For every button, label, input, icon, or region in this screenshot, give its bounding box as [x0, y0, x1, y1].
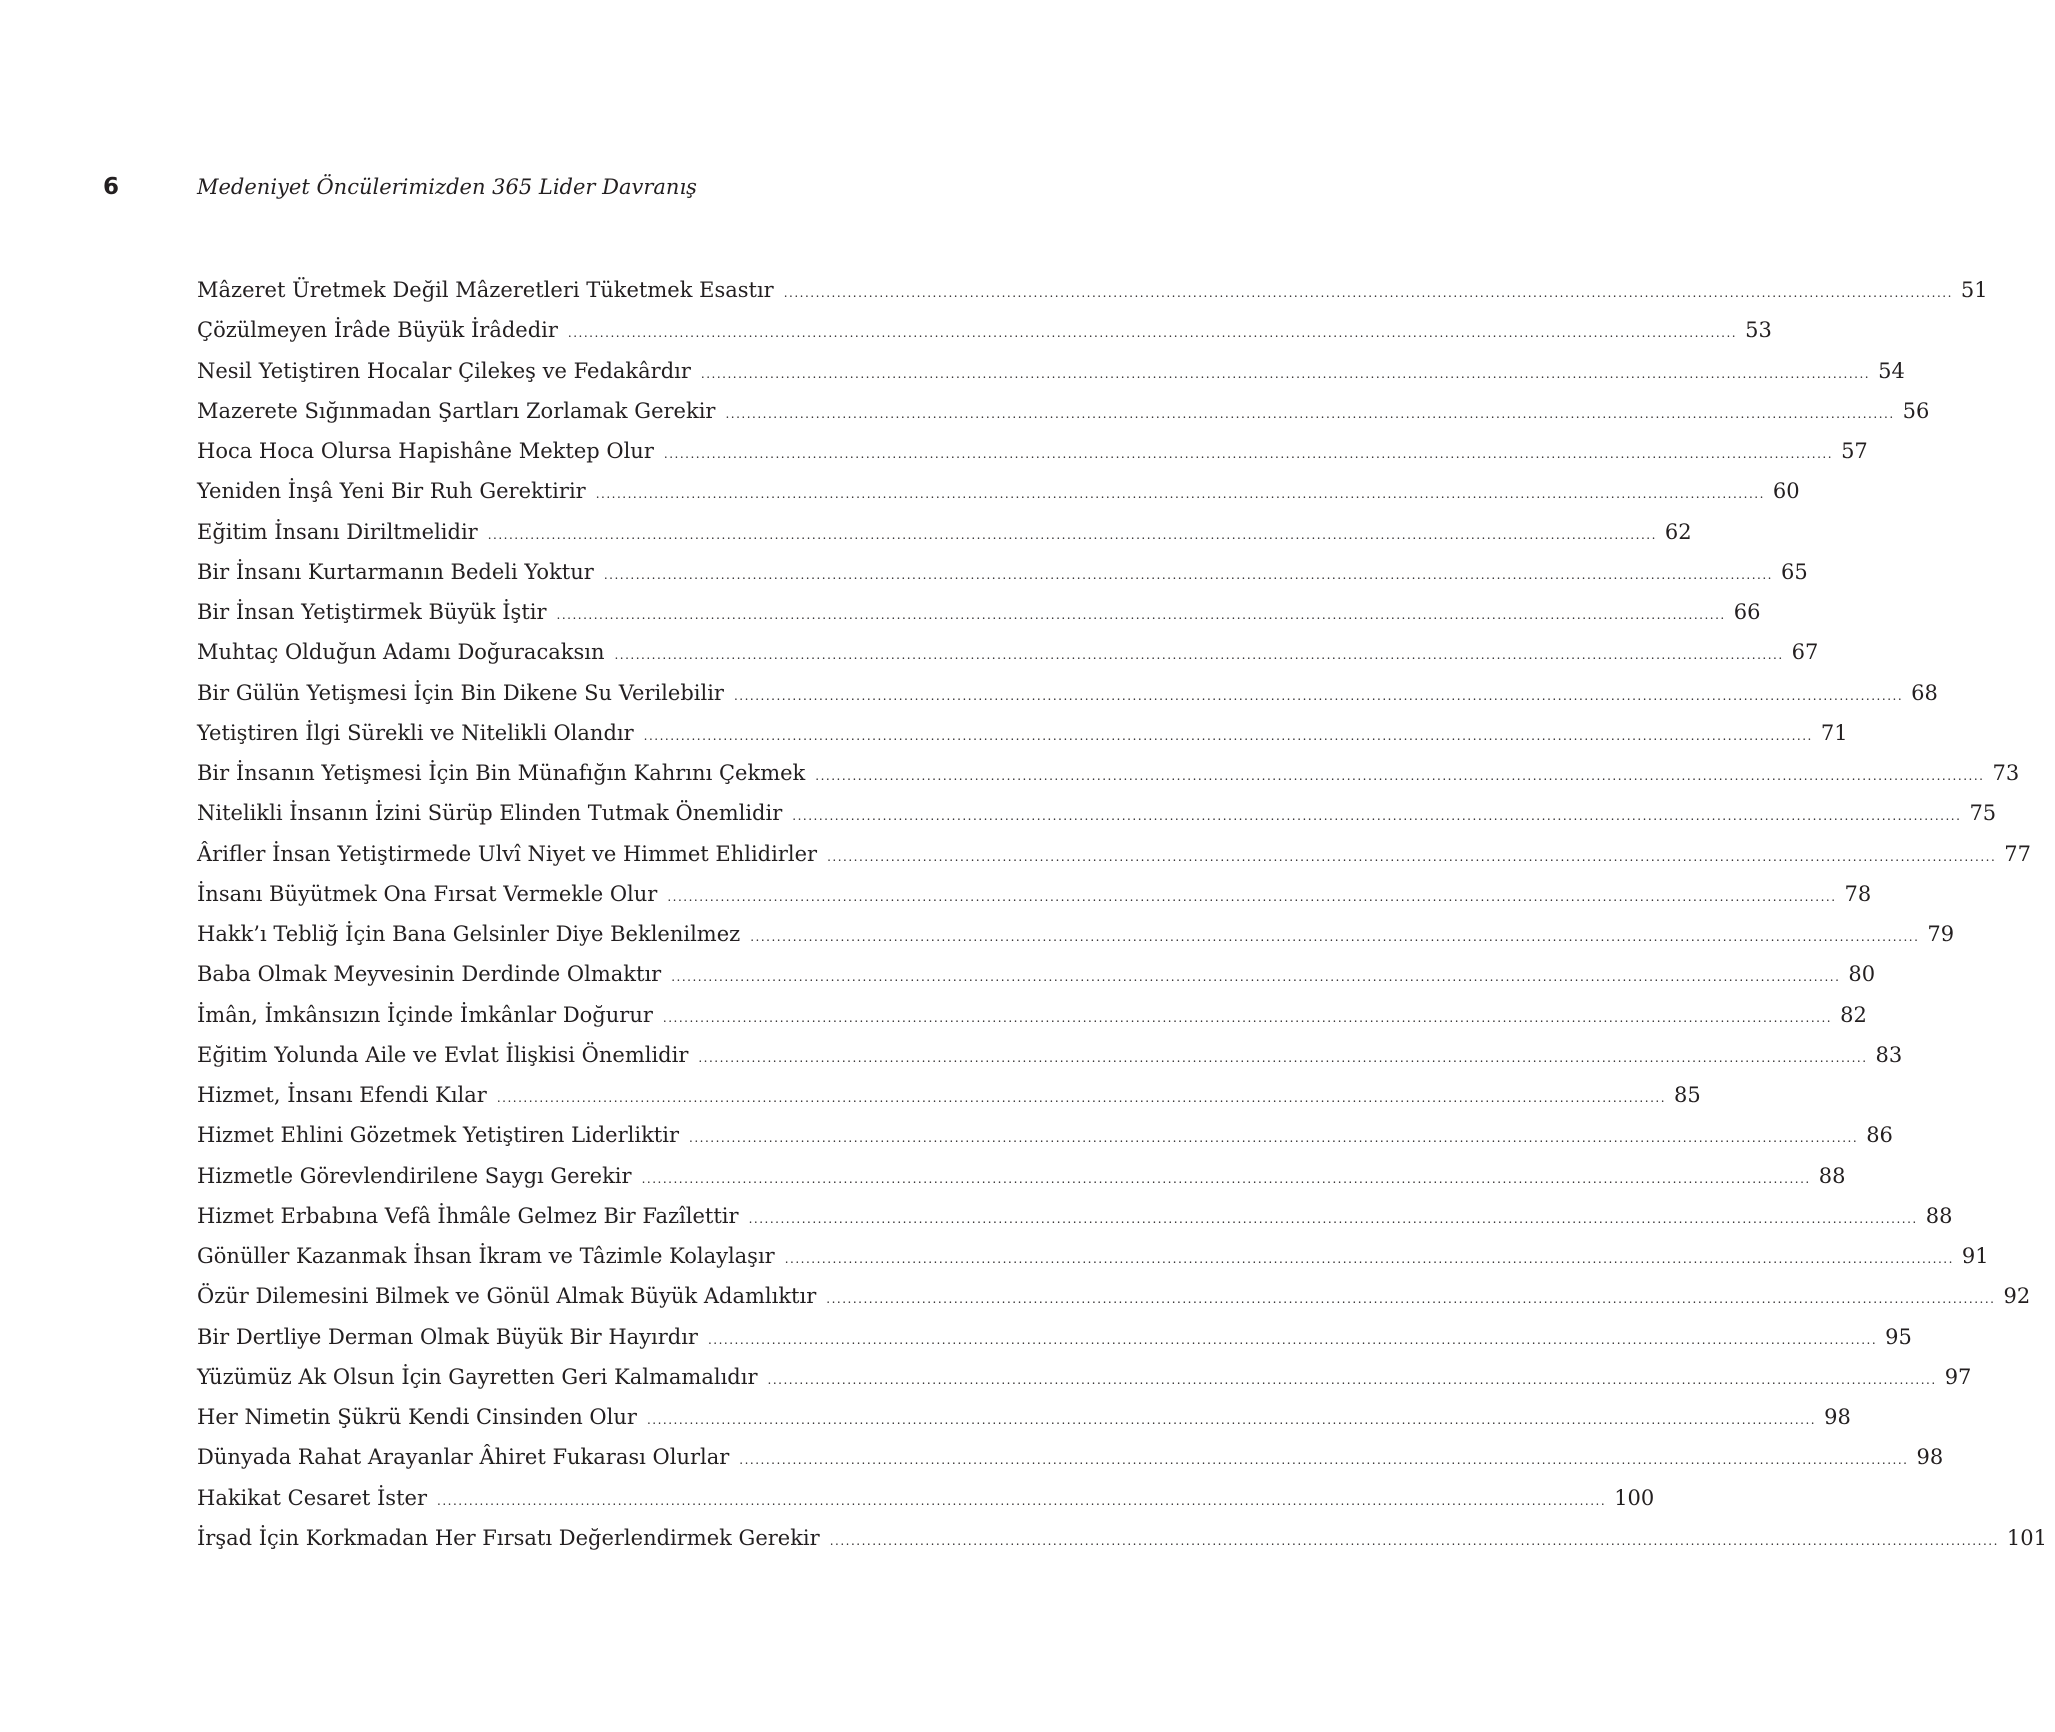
toc-entry[interactable]: [197, 995, 1867, 1035]
dot-leader: ............................................................................................................................................................................................................................: [614, 648, 1784, 663]
toc-entry-title: Hoca Hoca Olursa Hapishâne Mektep Olur: [197, 439, 654, 463]
toc-entry-title: İnsanı Büyütmek Ona Fırsat Vermekle Olur: [197, 881, 658, 906]
dot-leader: ............................................................................................................................................................................................................................: [733, 688, 1904, 703]
toc-entry-page-number: 57: [1841, 439, 1868, 463]
toc-entry-title: Bir Gülün Yetişmesi İçin Bin Dikene Su Verilebilir: [197, 680, 724, 705]
toc-entry-page-number: 67: [1791, 640, 1819, 665]
dot-leader: ............................................................................................................................................................................................................................: [689, 1131, 1859, 1146]
dot-leader: ............................................................................................................................................................................................................................: [643, 728, 1813, 743]
toc-entry-title: Muhtaç Olduğun Adamı Doğuracaksın: [197, 640, 605, 665]
toc-entry-title: Yeniden İnşâ Yeni Bir Ruh Gerektirir: [197, 479, 586, 504]
dot-leader: ............................................................................................................................................................................................................................: [556, 608, 1726, 622]
dot-leader: ............................................................................................................................................................................................................................: [595, 487, 1765, 502]
toc-entry-page-number: 83: [1875, 1042, 1903, 1067]
toc-entry-page-number: 91: [1961, 1244, 1989, 1268]
toc-entry-page-number: 66: [1733, 600, 1761, 624]
page-number: 6: [103, 174, 120, 200]
toc-entry-page-number: 98: [1916, 1445, 1944, 1470]
dot-leader: ............................................................................................................................................................................................................................: [646, 1413, 1817, 1427]
toc-entry-title: Hizmet, İnsanı Efendi Kılar: [197, 1083, 487, 1107]
running-head: [0, 172, 1221, 212]
toc-entry-page-number: 92: [2003, 1284, 2031, 1309]
dot-leader: ............................................................................................................................................................................................................................: [725, 406, 1895, 421]
toc-entry-title: Çözülmeyen İrâde Büyük İrâdedir: [197, 318, 558, 343]
dot-leader: ............................................................................................................................................................................................................................: [784, 1252, 1954, 1266]
toc-entry-page-number: 97: [1944, 1364, 1972, 1389]
dot-leader: ............................................................................................................................................................................................................................: [700, 366, 1871, 381]
toc-entry-page-number: 95: [1885, 1324, 1912, 1349]
toc-entry-title: Hizmet Ehlini Gözetmek Yetiştiren Liderliktir: [197, 1123, 679, 1148]
dot-leader: ............................................................................................................................................................................................................................: [567, 326, 1738, 341]
toc-entry[interactable]: [197, 1196, 1953, 1236]
toc-entry[interactable]: [197, 1437, 1944, 1477]
toc-entry[interactable]: [197, 914, 1955, 954]
dot-leader: ............................................................................................................................................................................................................................: [826, 1292, 1996, 1307]
toc-entry-title: Her Nimetin Şükrü Kendi Cinsinden Olur: [197, 1405, 637, 1429]
toc-entry[interactable]: [197, 1276, 2031, 1316]
toc-entry[interactable]: [197, 834, 2031, 874]
toc-entry-page-number: 56: [1902, 398, 1930, 423]
toc-entry-page-number: 101: [2006, 1525, 2047, 1550]
toc-entry-title: Nitelikli İnsanın İzini Sürüp Elinden Tutmak Önemlidir: [197, 801, 783, 826]
toc-entry-page-number: 60: [1772, 479, 1800, 504]
toc-entry-title: Bir İnsan Yetiştirmek Büyük İştir: [197, 600, 547, 624]
toc-entry-page-number: 80: [1848, 962, 1876, 987]
dot-leader: ............................................................................................................................................................................................................................: [487, 527, 1657, 542]
toc-entry[interactable]: [197, 1478, 1655, 1518]
dot-leader: ............................................................................................................................................................................................................................: [750, 930, 1920, 944]
toc-entry-title: Hakk’ı Tebliğ İçin Bana Gelsinler Diye Beklenilmez: [197, 922, 741, 946]
toc-entry-page-number: 86: [1866, 1123, 1893, 1148]
toc-entry-title: İmân, İmkânsızın İçinde İmkânlar Doğurur: [197, 1002, 653, 1027]
toc-entry-page-number: 82: [1840, 1002, 1867, 1027]
dot-leader: ............................................................................................................................................................................................................................: [748, 1211, 1918, 1226]
dot-leader: ............................................................................................................................................................................................................................: [829, 1533, 1999, 1548]
toc-entry[interactable]: [197, 673, 1938, 713]
dot-leader: ............................................................................................................................................................................................................................: [662, 1010, 1833, 1025]
toc-entry[interactable]: [197, 1236, 1989, 1276]
toc-entry[interactable]: [197, 1357, 1972, 1397]
dot-leader: ............................................................................................................................................................................................................................: [671, 970, 1841, 985]
toc-entry[interactable]: [197, 874, 1872, 914]
dot-leader: ............................................................................................................................................................................................................................: [496, 1091, 1667, 1105]
dot-leader: ............................................................................................................................................................................................................................: [663, 447, 1834, 461]
toc-entry-page-number: 71: [1820, 720, 1848, 745]
toc-entry-page-number: 88: [1925, 1203, 1953, 1228]
toc-entry[interactable]: [197, 471, 1800, 511]
toc-entry[interactable]: [197, 793, 1997, 833]
toc-entry-page-number: 79: [1927, 922, 1955, 946]
toc-entry-title: Ârifler İnsan Yetiştirmede Ulvî Niyet ve Himmet Ehlidirler: [197, 841, 818, 866]
toc-entry-title: Hizmetle Görevlendirilene Saygı Gerekir: [197, 1163, 632, 1188]
toc-entry[interactable]: [197, 431, 1868, 471]
toc-entry[interactable]: [197, 1035, 1903, 1075]
toc-entry[interactable]: [197, 351, 1905, 391]
toc-entry-title: Bir Dertliye Derman Olmak Büyük Bir Hayırdır: [197, 1324, 698, 1349]
toc-entry-title: Eğitim İnsanı Diriltmelidir: [197, 519, 478, 544]
dot-leader: ............................................................................................................................................................................................................................: [827, 849, 1997, 864]
toc-entry-page-number: 73: [1992, 761, 2020, 785]
toc-entry-page-number: 98: [1824, 1405, 1851, 1429]
dot-leader: ............................................................................................................................................................................................................................: [767, 1372, 1937, 1387]
toc-entry[interactable]: [197, 1397, 1851, 1437]
toc-entry[interactable]: [197, 270, 1988, 310]
dot-leader: ............................................................................................................................................................................................................................: [792, 809, 1962, 824]
toc-entry[interactable]: [197, 512, 1692, 552]
toc-entry-title: Özür Dilemesini Bilmek ve Gönül Almak Büyük Adamlıktır: [197, 1284, 817, 1309]
toc-entry-title: Mâzeret Üretmek Değil Mâzeretleri Tüketmek Esastır: [197, 278, 774, 302]
toc-entry-title: Gönüller Kazanmak İhsan İkram ve Tâzimle Kolaylaşır: [197, 1244, 775, 1268]
toc-entry-title: İrşad İçin Korkmadan Her Fırsatı Değerlendirmek Gerekir: [197, 1525, 820, 1550]
toc-entry-title: Bir İnsanın Yetişmesi İçin Bin Münafığın Kahrını Çekmek: [197, 761, 806, 785]
dot-leader: ............................................................................................................................................................................................................................: [698, 1050, 1868, 1065]
toc-entry[interactable]: [197, 592, 1761, 632]
toc-entry-title: Yetiştiren İlgi Sürekli ve Nitelikli Olandır: [197, 720, 634, 745]
toc-entry-title: Yüzümüz Ak Olsun İçin Gayretten Geri Kalmamalıdır: [197, 1364, 758, 1389]
toc-entry-page-number: 62: [1664, 519, 1692, 544]
toc-entry-page-number: 54: [1878, 358, 1905, 383]
table-of-contents: [197, 270, 2047, 1558]
toc-entry-title: Nesil Yetiştiren Hocalar Çilekeş ve Fedakârdır: [197, 358, 691, 383]
toc-entry[interactable]: [197, 310, 1772, 350]
toc-entry[interactable]: [197, 1075, 1701, 1115]
dot-leader: ............................................................................................................................................................................................................................: [603, 567, 1773, 582]
dot-leader: ............................................................................................................................................................................................................................: [739, 1453, 1909, 1468]
toc-entry-page-number: 88: [1818, 1163, 1846, 1188]
toc-entry[interactable]: [197, 713, 1848, 753]
book-title: Medeniyet Öncülerimizden 365 Lider Davranış: [197, 175, 697, 199]
toc-entry-title: Dünyada Rahat Arayanlar Âhiret Fukarası Olurlar: [197, 1445, 730, 1470]
toc-entry[interactable]: [197, 753, 2020, 793]
toc-entry-title: Mazerete Sığınmadan Şartları Zorlamak Gerekir: [197, 398, 716, 423]
dot-leader: ............................................................................................................................................................................................................................: [815, 769, 1985, 783]
toc-entry-title: Baba Olmak Meyvesinin Derdinde Olmaktır: [197, 962, 662, 987]
toc-entry-page-number: 75: [1969, 801, 1997, 826]
toc-entry[interactable]: [197, 632, 1819, 672]
toc-entry-page-number: 77: [2004, 841, 2031, 866]
toc-entry-title: Hizmet Erbabına Vefâ İhmâle Gelmez Bir Fazîlettir: [197, 1203, 739, 1228]
toc-entry-page-number: 85: [1674, 1083, 1701, 1107]
dot-leader: ............................................................................................................................................................................................................................: [783, 286, 1953, 300]
toc-entry[interactable]: [197, 1156, 1846, 1196]
toc-entry-page-number: 78: [1844, 881, 1872, 906]
toc-entry-title: Hakikat Cesaret İster: [197, 1485, 427, 1510]
toc-entry-page-number: 53: [1745, 318, 1772, 343]
toc-entry-title: Eğitim Yolunda Aile ve Evlat İlişkisi Önemlidir: [197, 1042, 689, 1067]
toc-entry-page-number: 100: [1614, 1485, 1655, 1510]
dot-leader: ............................................................................................................................................................................................................................: [437, 1493, 1607, 1508]
toc-entry[interactable]: [197, 1317, 1912, 1357]
toc-entry-page-number: 68: [1911, 680, 1938, 705]
toc-entry[interactable]: [197, 391, 1930, 431]
toc-entry[interactable]: [197, 1115, 1893, 1155]
dot-leader: ............................................................................................................................................................................................................................: [707, 1332, 1878, 1347]
toc-entry[interactable]: [197, 1518, 2047, 1558]
toc-entry-page-number: 65: [1781, 559, 1808, 584]
dot-leader: ............................................................................................................................................................................................................................: [641, 1171, 1811, 1186]
toc-entry[interactable]: [197, 954, 1876, 994]
toc-entry-title: Bir İnsanı Kurtarmanın Bedeli Yoktur: [197, 559, 594, 584]
dot-leader: ............................................................................................................................................................................................................................: [667, 889, 1837, 904]
toc-entry[interactable]: [197, 552, 1808, 592]
toc-entry-page-number: 51: [1960, 278, 1988, 302]
